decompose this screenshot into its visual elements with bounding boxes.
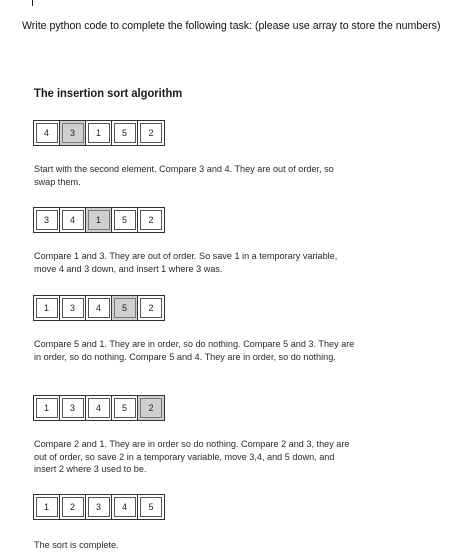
array-cell: 5 — [138, 495, 164, 519]
array-cell: 1 — [86, 121, 112, 145]
array-cell: 2 — [138, 121, 164, 145]
step-2-description: Compare 1 and 3. They are out of order. So save 1 in a temporary variable, move 4 and 3 down, and insert 1 where 3 was. — [34, 251, 338, 275]
array-step-3 — [33, 295, 165, 321]
array-cell: 4 — [34, 121, 60, 145]
task-instruction: Write python code to complete the following task: (please use array to store the numbers) — [22, 20, 441, 32]
array-cell: 4 — [112, 495, 138, 519]
array-cell: 2 — [138, 296, 164, 320]
array-cell: 4 — [86, 296, 112, 320]
array-cell-highlighted: 1 — [86, 208, 112, 232]
array-cell: 3 — [60, 296, 86, 320]
array-step-4 — [33, 395, 165, 421]
array-cell: 5 — [112, 121, 138, 145]
array-cell: 1 — [34, 296, 60, 320]
array-cell-highlighted: 3 — [60, 121, 86, 145]
array-cell: 5 — [112, 208, 138, 232]
array-cell: 4 — [86, 396, 112, 420]
array-cell-highlighted: 5 — [112, 296, 138, 320]
step-3-description: Compare 5 and 1. They are in order, so do nothing. Compare 5 and 3. They are in order, so do nothing. Compare 5 and 4. They are in order, so do nothing. — [34, 339, 355, 363]
array-cell: 1 — [34, 495, 60, 519]
array-cell: 2 — [60, 495, 86, 519]
step-1-description: Start with the second element. Compare 3 and 4. They are out of order, so swap them. — [34, 164, 334, 188]
array-cell-highlighted: 2 — [138, 396, 164, 420]
step-5-description: The sort is complete. — [34, 540, 119, 551]
text-cursor-mark — [32, 0, 33, 6]
step-4-description: Compare 2 and 1. They are in order so do nothing. Compare 2 and 3, they are out of order, so save 2 in a temporary variable, move 3,4, and 5 down, and insert 2 where 3 used to be. — [34, 439, 350, 475]
array-cell: 5 — [112, 396, 138, 420]
array-cell: 3 — [86, 495, 112, 519]
array-step-1 — [33, 120, 165, 146]
array-cell: 4 — [60, 208, 86, 232]
array-cell: 1 — [34, 396, 60, 420]
array-cell: 3 — [34, 208, 60, 232]
section-heading: The insertion sort algorithm — [34, 86, 183, 100]
array-cell: 2 — [138, 208, 164, 232]
array-step-2 — [33, 207, 165, 233]
array-step-5 — [33, 494, 165, 520]
array-cell: 3 — [60, 396, 86, 420]
